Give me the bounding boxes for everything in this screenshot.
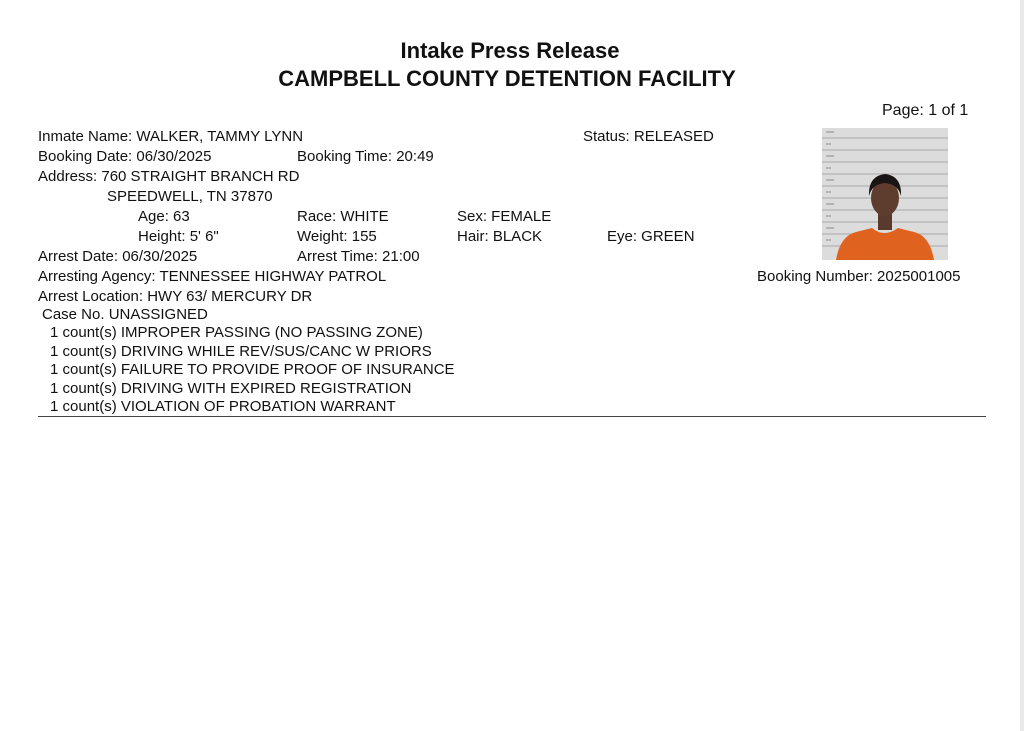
inmate-name: Inmate Name: WALKER, TAMMY LYNN — [38, 128, 304, 145]
booking-date: Booking Date: 06/30/2025 — [38, 148, 212, 165]
facility-name: CAMPBELL COUNTY DETENTION FACILITY — [278, 66, 736, 91]
address-line2: SPEEDWELL, TN 37870 — [107, 188, 273, 205]
status: Status: RELEASED — [583, 128, 714, 145]
arrest-date: Arrest Date: 06/30/2025 — [38, 248, 198, 265]
height: Height: 5' 6" — [138, 228, 219, 245]
age: Age: 63 — [138, 208, 190, 225]
address-line1: Address: 760 STRAIGHT BRANCH RD — [38, 168, 300, 185]
section-divider — [38, 416, 986, 417]
booking-photo — [822, 128, 948, 260]
page-number: Page: 1 of 1 — [882, 102, 969, 119]
arresting-agency: Arresting Agency: TENNESSEE HIGHWAY PATROL — [38, 268, 387, 285]
page-edge — [1020, 0, 1024, 731]
arrest-location: Arrest Location: HWY 63/ MERCURY DR — [38, 288, 313, 305]
race: Race: WHITE — [297, 208, 389, 225]
booking-number: Booking Number: 2025001005 — [757, 268, 961, 285]
charge-item: 1 count(s) DRIVING WHILE REV/SUS/CANC W PRIORS — [50, 343, 432, 360]
charge-item: 1 count(s) IMPROPER PASSING (NO PASSING ZONE) — [50, 324, 423, 341]
charge-item: 1 count(s) FAILURE TO PROVIDE PROOF OF INSURANCE — [50, 361, 455, 378]
hair: Hair: BLACK — [457, 228, 543, 245]
charge-item: 1 count(s) VIOLATION OF PROBATION WARRANT — [50, 398, 396, 415]
arrest-time: Arrest Time: 21:00 — [297, 248, 420, 265]
eye-color: Eye: GREEN — [607, 228, 695, 245]
weight: Weight: 155 — [297, 228, 377, 245]
charge-item: 1 count(s) DRIVING WITH EXPIRED REGISTRATION — [50, 380, 412, 397]
document-title: Intake Press Release — [400, 38, 620, 63]
case-number: Case No. UNASSIGNED — [42, 306, 208, 323]
booking-time: Booking Time: 20:49 — [297, 148, 434, 165]
sex: Sex: FEMALE — [457, 208, 552, 225]
